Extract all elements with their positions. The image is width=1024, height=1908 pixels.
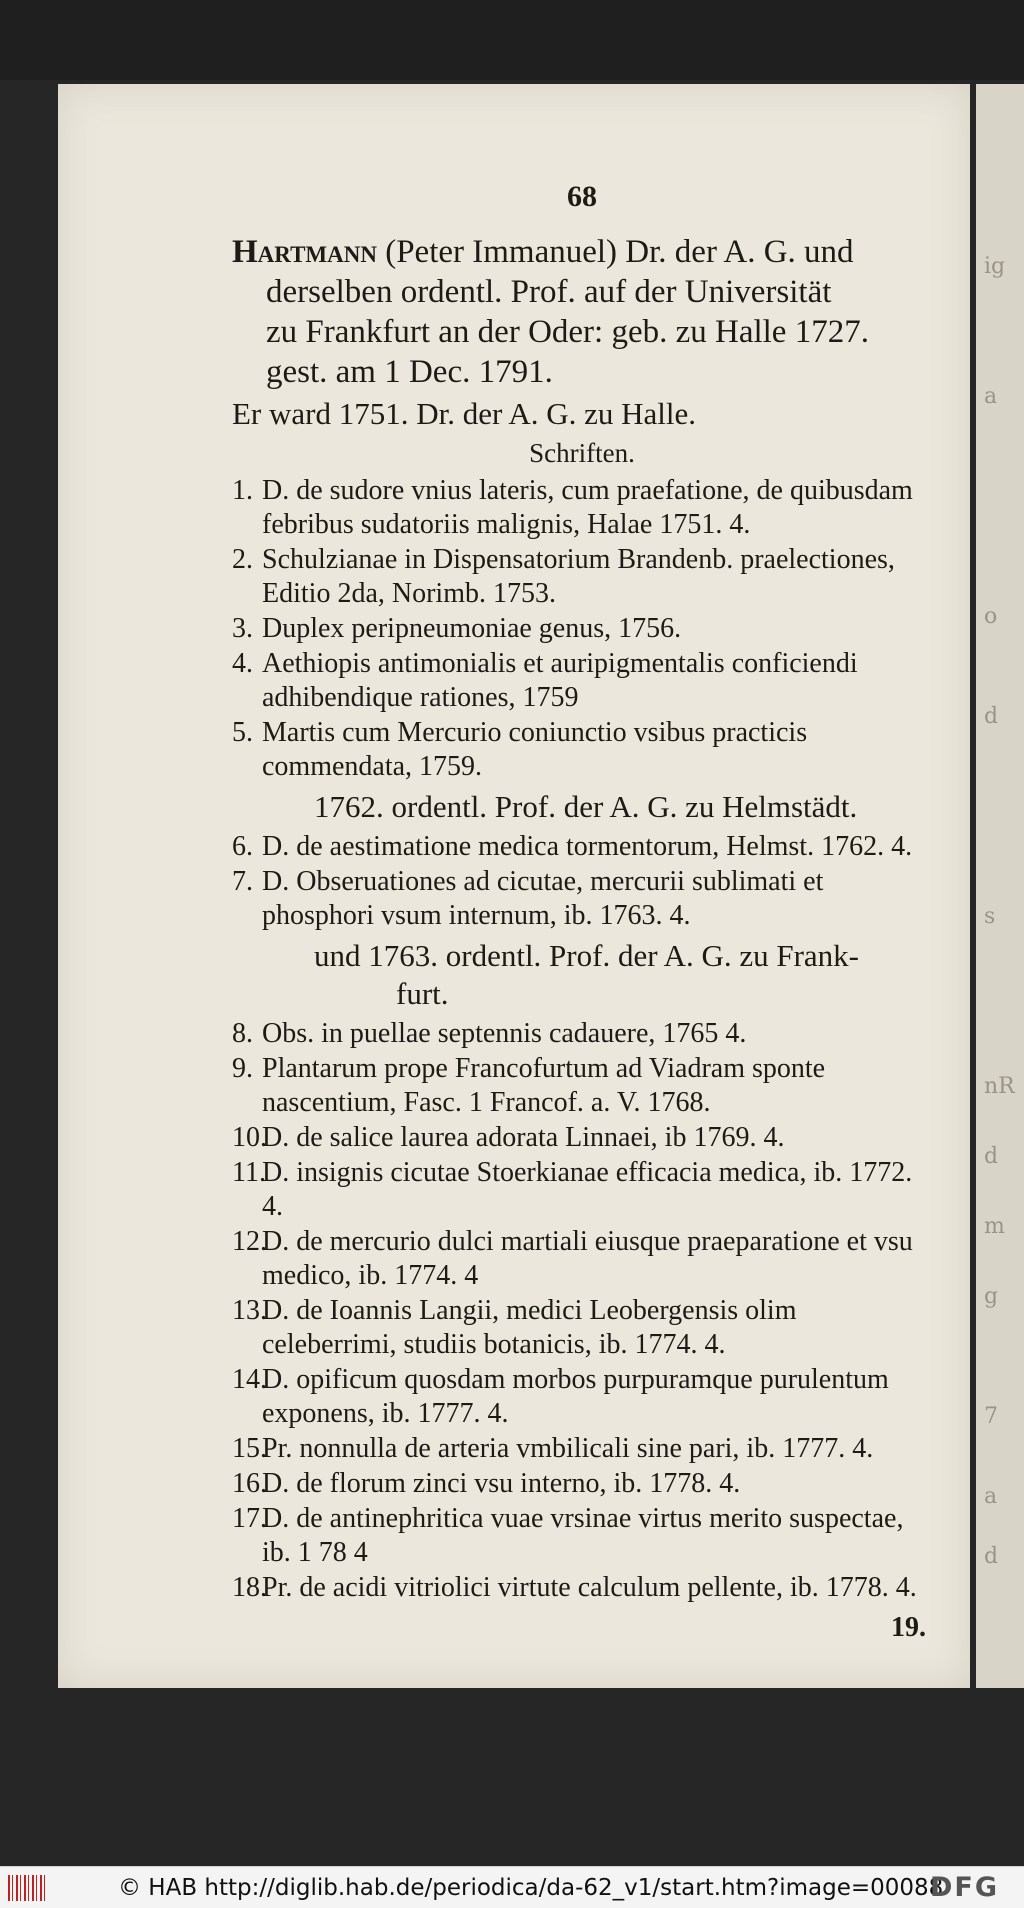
list-item (232, 1432, 932, 1466)
list-item (232, 1017, 932, 1051)
entry-text: D. de florum zinci vsu interno, ib. 1778. 4. (262, 1468, 741, 1499)
list-item (232, 474, 932, 542)
entry-text: Obs. in puellae septennis cadauere, 1765 4. (262, 1018, 747, 1049)
entry-number: 18. (232, 1572, 267, 1603)
entry-text: D. Obseruationes ad cicutae, mercurii sublimati et phosphori vsum internum, ib. 1763. 4. (262, 866, 824, 931)
entry-number: 6. (232, 831, 253, 862)
entry-number: 12. (232, 1226, 267, 1257)
entry-text: D. opificum quosdam morbos purpuramque purulentum exponens, ib. 1777. 4. (262, 1364, 889, 1429)
list-item (232, 1225, 932, 1293)
copyright-link[interactable]: © HAB http://diglib.hab.de/periodica/da-62_v1/start.htm?image=00088 (118, 1875, 944, 1901)
heading-line-1: (Peter Immanuel) Dr. der A. G. und (385, 234, 854, 270)
list-item (232, 543, 932, 611)
entry-text: D. de salice laurea adorata Linnaei, ib 1769. 4. (262, 1122, 785, 1153)
entry-number: 11. (232, 1157, 266, 1188)
list-item (232, 1121, 932, 1155)
catchword: 19. (891, 1612, 926, 1643)
entry-number: 2. (232, 544, 253, 575)
page-text (232, 180, 932, 1645)
list-item (232, 865, 932, 933)
entry-text: D. de Ioannis Langii, medici Leobergensis olim celeberrimi, studiis botanicis, ib. 1774. 4. (262, 1295, 797, 1360)
entry-number: 7. (232, 866, 253, 897)
entry-text: Plantarum prope Francofurtum ad Viadram sponte nascentium, Fasc. 1 Francof. a. V. 1768. (262, 1053, 826, 1118)
entry-text: D. de mercurio dulci martiali eiusque praeparatione et vsu medico, ib. 1774. 4 (262, 1226, 913, 1291)
entry-number: 13. (232, 1295, 267, 1326)
author-surname: Hartmann (232, 234, 377, 270)
heading-line-4: gest. am 1 Dec. 1791. (266, 354, 553, 390)
entry-text: D. de sudore vnius lateris, cum praefatione, de quibusdam febribus sudatoriis malignis, Halae 1751. 4. (262, 475, 913, 540)
list-item (232, 1502, 932, 1570)
entry-number: 15. (232, 1433, 267, 1464)
entries-group-b (232, 830, 932, 933)
list-item (232, 612, 932, 646)
adjacent-page-edge: ig a o d s nR d m g 7 a d (976, 84, 1024, 1688)
entry-number: 1. (232, 475, 253, 506)
dfg-logo: DFG (930, 1872, 1000, 1903)
list-item (232, 1571, 932, 1605)
entries-group-a (232, 474, 932, 784)
heading-line-3: zu Frankfurt an der Oder: geb. zu Halle 1727. (266, 314, 869, 350)
entry-number: 16. (232, 1468, 267, 1499)
list-item (232, 647, 932, 715)
entries-group-c (232, 1017, 932, 1605)
entry-number: 9. (232, 1053, 253, 1084)
entry-text: D. de antinephritica vuae vrsinae virtus merito suspectae, ib. 1 78 4 (262, 1503, 904, 1568)
entry-number: 17. (232, 1503, 267, 1534)
entry-text: Martis cum Mercurio coniunctio vsibus practicis commendata, 1759. (262, 717, 808, 782)
entry-number: 3. (232, 613, 253, 644)
entry-text: Aethiopis antimonialis et auripigmentalis conficiendi adhibendique rationes, 1759 (262, 648, 858, 713)
list-item (232, 1052, 932, 1120)
entry-number: 5. (232, 717, 253, 748)
list-item (232, 1156, 932, 1224)
list-item (232, 830, 932, 864)
list-item (232, 1294, 932, 1362)
entry-text: D. de aestimatione medica tormentorum, Helmst. 1762. 4. (262, 831, 913, 862)
entry-text: Pr. de acidi vitriolici virtute calculum pellente, ib. 1778. 4. (262, 1572, 917, 1603)
entry-number: 10. (232, 1122, 267, 1153)
entry-number: 4. (232, 648, 253, 679)
footer-bar (0, 1866, 1024, 1908)
career-note-1763-line-1: und 1763. ordentl. Prof. der A. G. zu Frank- (314, 938, 859, 973)
career-note-1751: Er ward 1751. Dr. der A. G. zu Halle. (232, 396, 697, 431)
list-item (232, 1467, 932, 1501)
entry-text: Schulzianae in Dispensatorium Brandenb. praelectiones, Editio 2da, Norimb. 1753. (262, 544, 895, 609)
entry-text: D. insignis cicutae Stoerkianae efficacia medica, ib. 1772. 4. (262, 1157, 913, 1222)
page-number: 68 (567, 180, 597, 213)
entry-number: 14. (232, 1364, 267, 1395)
list-item (232, 716, 932, 784)
career-note-1763 (232, 937, 932, 1013)
barcode-icon (8, 1875, 48, 1901)
scan-background (0, 0, 1024, 80)
section-title: Schriften. (529, 438, 635, 468)
biography-heading (232, 232, 932, 392)
list-item (232, 1363, 932, 1431)
entry-text: Duplex peripneumoniae genus, 1756. (262, 613, 682, 644)
heading-line-2: derselben ordentl. Prof. auf der Universität (266, 274, 832, 310)
career-note-1763-line-2: furt. (396, 976, 449, 1011)
entry-number: 8. (232, 1018, 253, 1049)
career-note-1762: 1762. ordentl. Prof. der A. G. zu Helmstädt. (314, 789, 858, 824)
entry-text: Pr. nonnulla de arteria vmbilicali sine pari, ib. 1777. 4. (262, 1433, 874, 1464)
